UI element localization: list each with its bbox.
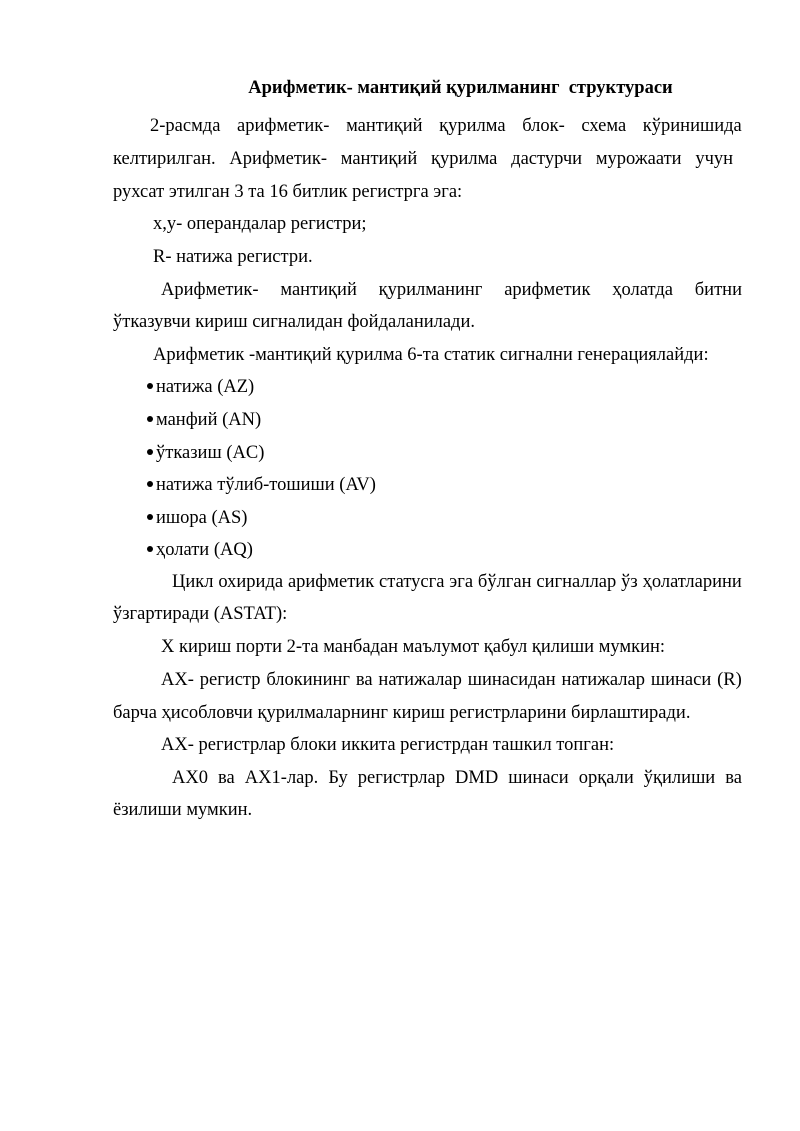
paragraph-8-line-2: барча ҳисобловчи қурилмаларнинг кириш регистрларини бирлаштиради. [113, 703, 691, 723]
bullet-item [147, 469, 376, 502]
paragraph-10-line-2: ёзилиши мумкин. [113, 800, 253, 820]
paragraph-6-line-1: Цикл охирида арифметик статусга эга бўлган сигналлар ўз ҳолатларини [172, 572, 742, 592]
document-title: Арифметик- мантиқий қурилманинг структураси [248, 78, 673, 98]
paragraph-1-line-3: рухсат этилган 3 та 16 битлик регистрга эга: [113, 182, 463, 202]
bullet-dot-icon [147, 546, 153, 552]
bullet-text: натижа (AZ) [156, 377, 255, 397]
paragraph-4-line-2: ўтказувчи кириш сигналидан фойдаланилади. [113, 312, 475, 332]
paragraph-10-line-1: AX0 ва AX1-лар. Бу регистрлар DMD шинаси орқали ўқилиши ва [172, 768, 742, 788]
register-r-line: R- натижа регистри. [153, 247, 313, 267]
bullet-dot-icon [147, 514, 153, 520]
bullet-text: ишора (AS) [156, 508, 248, 528]
registers-xy-line: x,y- операндалар регистри; [153, 214, 367, 234]
bullet-dot-icon [147, 449, 153, 455]
bullet-item [147, 534, 253, 567]
bullet-item [147, 371, 254, 404]
paragraph-6-line-2: ўзгартиради (ASTAT): [113, 604, 288, 624]
bullet-item [147, 502, 247, 535]
paragraph-8-line-1: AX- регистр блокининг ва натижалар шинасидан натижалар шинаси (R) [161, 670, 742, 690]
paragraph-1-line-2: келтирилган. Арифметик- мантиқий қурилма дастурчи мурожаати учун [113, 149, 734, 169]
bullet-item [147, 404, 261, 437]
paragraph-9-line: AX- регистрлар блоки иккита регистрдан ташкил топган: [161, 735, 615, 755]
paragraph-1-line-1: 2-расмда арифметик- мантиқий қурилма блок- схема кўринишида [150, 116, 742, 136]
paragraph-5-line: Арифметик -мантиқий қурилма 6-та статик сигнални генерациялайди: [153, 345, 709, 365]
bullet-dot-icon [147, 481, 153, 487]
paragraph-4-line-1: Арифметик- мантиқий қурилманинг арифметик ҳолатда битни [161, 280, 742, 300]
bullet-item [147, 437, 264, 470]
bullet-dot-icon [147, 383, 153, 389]
paragraph-7-line: X кириш порти 2-та манбадан маълумот қабул қилиши мумкин: [161, 637, 666, 657]
bullet-dot-icon [147, 416, 153, 422]
bullet-text: манфий (AN) [156, 410, 262, 430]
bullet-text: натижа тўлиб-тошиши (AV) [156, 475, 376, 495]
bullet-text: ҳолати (AQ) [156, 540, 253, 560]
bullet-text: ўтказиш (AC) [156, 443, 265, 463]
